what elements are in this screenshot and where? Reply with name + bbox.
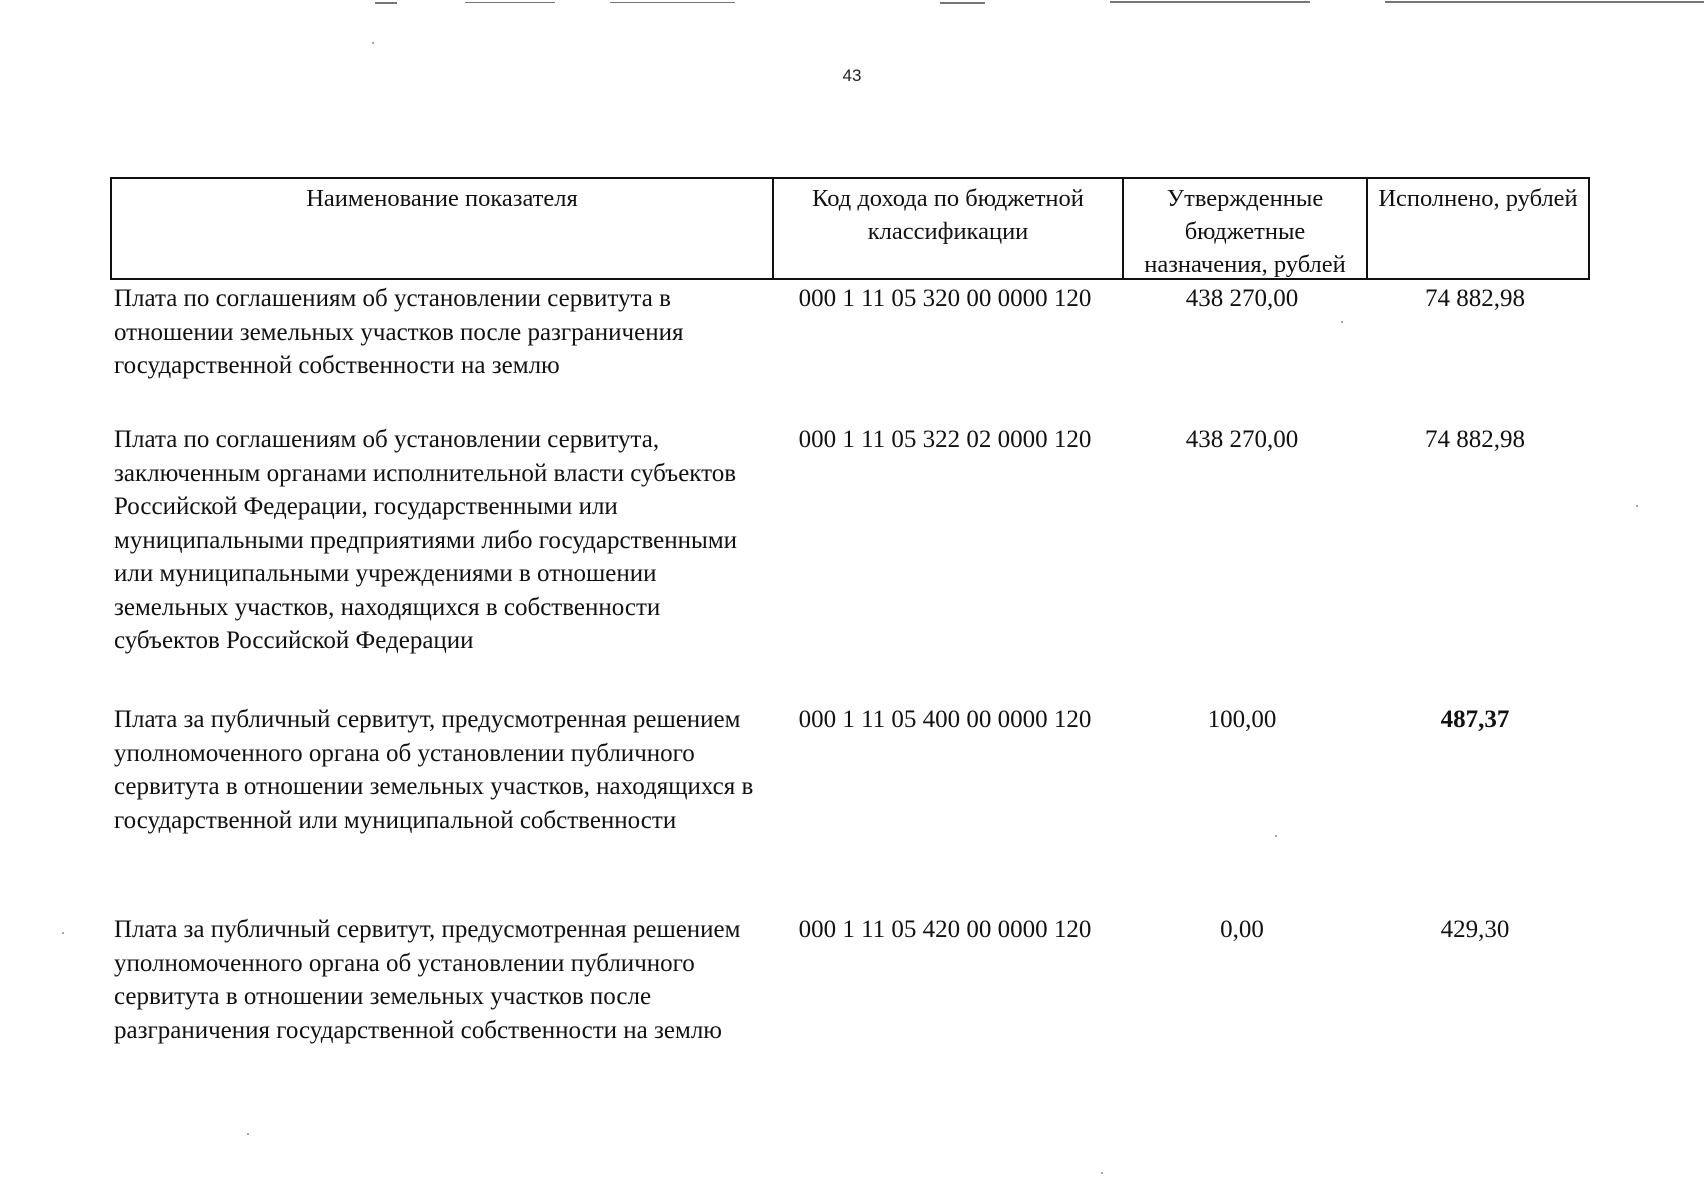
scan-speck <box>1275 835 1277 837</box>
executed-amount: 429,30 <box>1440 916 1510 943</box>
scan-speck <box>62 932 64 934</box>
header-approved-amount: Утвержденные бюджетные назначения, рублей <box>1122 179 1366 278</box>
header-income-code: Код дохода по бюджетной классификации <box>772 179 1122 278</box>
indicator-name: Плата за публичный сервитут, предусмотренная решением уполномоченного органа об установлении публичного сервитута в отношении земельных участков, находящихся в государственной или муниципальной собственности <box>114 706 754 834</box>
income-code: 000 1 11 05 322 02 0000 120 <box>798 426 1092 453</box>
indicator-name: Плата по соглашениям об установлении сервитута, заключенным органами исполнительной власти субъектов Российской Федерации, государственными или муниципальными предприятиями либо государственными или муниципальными учреждениями в отношении земельных участков, находящихся в собственности субъектов Российской Федерации <box>114 426 738 654</box>
header-executed-amount: Исполнено, рублей <box>1366 179 1588 278</box>
approved-amount: 438 270,00 <box>1185 426 1299 453</box>
approved-amount: 0,00 <box>1220 916 1264 943</box>
indicator-name: Плата по соглашениям об установлении сервитута в отношении земельных участков после разграничения государственной собственности на землю <box>114 285 684 379</box>
executed-amount: 487,37 <box>1440 706 1510 733</box>
scan-artifact-line <box>1385 1 1704 3</box>
scan-artifact-line <box>610 2 735 3</box>
scan-artifact-line <box>940 2 985 4</box>
income-code: 000 1 11 05 400 00 0000 120 <box>798 706 1092 733</box>
scan-speck <box>1341 321 1343 323</box>
scan-artifact-line <box>375 2 397 4</box>
executed-amount: 74 882,98 <box>1425 285 1525 312</box>
header-indicator-name: Наименование показателя <box>306 185 578 212</box>
indicator-name: Плата за публичный сервитут, предусмотренная решением уполномоченного органа об установлении публичного сервитута в отношении земельных участков после разграничения государственной собственности на землю <box>114 916 741 1044</box>
scan-speck <box>1636 505 1638 507</box>
page-number: 43 <box>842 66 862 85</box>
income-code: 000 1 11 05 320 00 0000 120 <box>798 285 1092 312</box>
scan-speck <box>1101 1172 1103 1174</box>
table-header <box>110 177 1590 280</box>
approved-amount: 100,00 <box>1207 706 1277 733</box>
scan-artifact-line <box>1110 1 1310 3</box>
executed-amount: 74 882,98 <box>1425 426 1525 453</box>
scan-speck <box>247 1133 249 1135</box>
approved-amount: 438 270,00 <box>1185 285 1299 312</box>
income-code: 000 1 11 05 420 00 0000 120 <box>798 916 1092 943</box>
scan-artifact-line <box>465 2 555 3</box>
scan-speck <box>372 42 374 44</box>
